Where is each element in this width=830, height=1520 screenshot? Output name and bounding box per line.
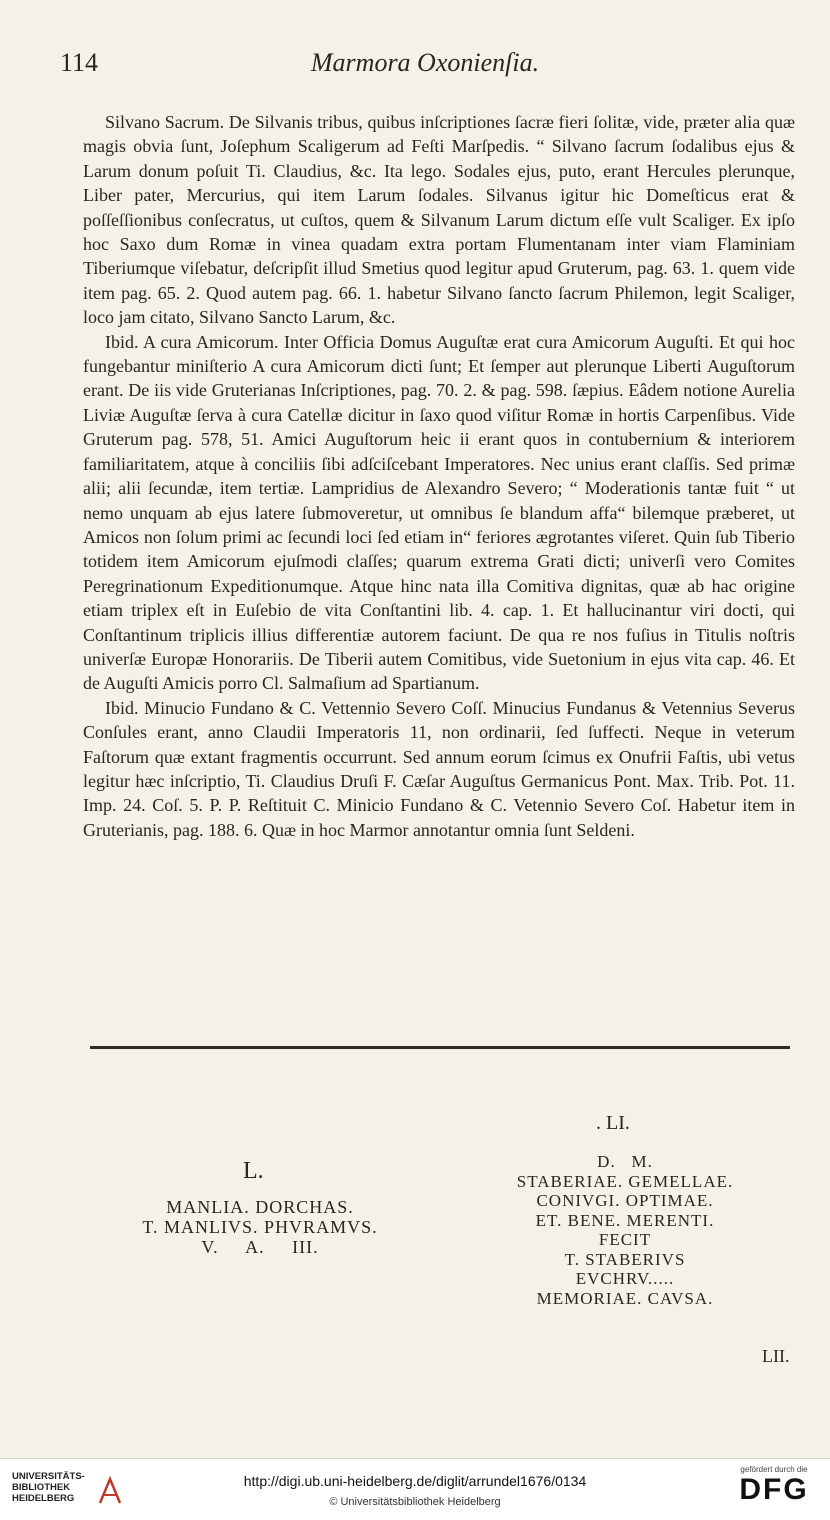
- inscription-line: T. STABERIVS: [564, 1249, 686, 1269]
- page-header: [60, 48, 790, 88]
- inscription-number-left: L.: [243, 1158, 264, 1184]
- dfg-logo: DFG: [739, 1473, 809, 1506]
- paragraph-silvano: Silvano Sacrum. De Silvanis tribus, quibus inſcriptiones ſacræ fieri ſolitæ, vide, præter alia quæ magis obvia ſunt, Joſephum Scaligerum ad Feſti Marſpedis. “ Silvano ſacrum ſodalibus ejus & Larum donum poſuit Ti. Claudius, &c. Ita lego. Sodales ejus, puto, erant Hercules plerunque, Liber pater, Mercurius, qui item Larum ſodales. Silvanus igitur hic Domeſticus erat & poſſeſſionibus conſecratus, ut cuſtos, quem & Silvanum Larum dictum eſſe vult Scaliger. Ex ipſo hoc Saxo dum Romæ in vinea quadam extra portam Flumentanam inter viam Flaminiam Tiberiumque viſebatur, deſcripſit illud Smetius quod legitur apud Gruterum, pag. 63. 1. quem vide item pag. 65. 2. Quod autem pag. 66. 1. habetur Silvano ſancto ſacrum Philemon, legit Scaliger, loco jam citato, Silvano Sancto Larum, &c.: [83, 112, 795, 328]
- inscription-line: CONIVGI. OPTIMAE.: [536, 1191, 714, 1210]
- inscription-line: D. M.: [597, 1152, 653, 1171]
- paragraph-amicorum: Ibid. A cura Amicorum. Inter Officia Domus Auguſtæ erat cura Amicorum Auguſti. Et qui hoc fungebantur miniſterio A cura Amicorum dicti ſunt; Et ſemper aut plerunque Liberti Auguſtorum erant. De iis vide Gruterianas Inſcriptiones, pag. 70. 2. & pag. 598. ſæpius. Eâdem notione Aurelia Liviæ Auguſtæ ſerva à cura Catellæ dicitur in ſaxo quod viſitur Romæ in hortis Carpenſibus. Vide Gruterum pag. 578, 51. Amici Auguſtorum heic ii erant quos in contubernium & interiorem familiaritatem, atque à conciliis ſibi adſciſcebant Imperatores. Nec unius erant claſſis. Sed primæ alii; alii ſecundæ, item tertiæ. Lampridius de Alexandro Severo; “ Moderationis tantæ fuit “ ut nemo unquam ab ejus latere ſubmoveretur, ut omnibus ſe blandum affa“ bilemque præberet, ut Amicos non ſolum primi ac ſecundi loci ſed etiam in“ feriores ægrotantes viſeret. Quin ſub Tiberio totidem item Amicorum ejuſmodi claſſes; quarum extrema Grati dicti; univerſi vero Comites Peregrinationum Expeditionumque. Atque hinc nata illa Comitiva dignitas, quæ ab hac origine etiam triplex eſt in Euſebio de vita Conſtantini lib. 4. cap. 1. Et hallucinantur viri docti, qui Conſtantinum triplicis illius differentiæ autorem faciunt. De qua re nos fuſius in Titulis noſtris univerſæ Europæ Honorariis. De Tiberii autem Comitibus, vide Suetonium in ejus vita cap. 46. Et de Auguſti Amicis porro Cl. Salmaſium ad Spartianum.: [83, 331, 795, 694]
- page-number: 114: [60, 48, 99, 77]
- inscription-line: MANLIA. DORCHAS.: [166, 1197, 354, 1217]
- funder-logo[interactable]: [734, 1465, 814, 1506]
- inscription-line: FECIT: [598, 1230, 652, 1249]
- paragraph-minucio: Ibid. Minucio Fundano & C. Vettennio Severo Coſſ. Minucius Fundanus & Vetennius Severus Conſules erant, anno Claudii Imperatoris 11, non ordinarii, ſed ſuffecti. Neque in veterum Faſtorum quæ extant fragmentis occurrunt. Sed annum eorum ſcimus ex Onufrii Faſtis, ubi vetus legitur hæc inſcriptio, Ti. Claudius Druſi F. Cæſar Auguſtus Germanicus Pont. Max. Trib. Pot. 11. Imp. 24. Coſ. 5. P. P. Reſtituit C. Minicio Fundano & C. Vetennio Severo Coſ. Habetur item in Gruterianis, pag. 188. 6. Quæ in hoc Marmor annotantur omnia ſunt Seldeni.: [83, 697, 795, 840]
- inscription-number-right: . LI.: [596, 1112, 630, 1134]
- library-name-line: UNIVERSITÄTS-: [12, 1471, 85, 1482]
- library-name-line: BIBLIOTHEK: [12, 1482, 71, 1493]
- funder-note: gefördert durch die: [740, 1465, 808, 1474]
- inscription-line: MEMORIAE. CAVSA.: [536, 1288, 714, 1308]
- viewer-footer: [0, 1458, 830, 1520]
- inscription-left: [140, 1197, 380, 1257]
- permalink-link[interactable]: http://digi.ub.uni-heidelberg.de/diglit/arrundel1676/0134: [243, 1473, 587, 1489]
- running-title: Marmora Oxonienſia.: [310, 48, 540, 77]
- section-divider: [90, 1046, 790, 1049]
- inscription-line: T. MANLIVS. PHVRAMVS.: [142, 1217, 378, 1237]
- inscription-line: EVCHRV.....: [575, 1269, 675, 1288]
- inscription-line: STABERIAE. GEMELLAE.: [516, 1171, 734, 1191]
- library-name-line: HEIDELBERG: [12, 1493, 75, 1504]
- catchword: LII.: [762, 1346, 790, 1366]
- inscription-line: ET. BENE. MERENTI.: [535, 1210, 715, 1230]
- inscription-line: V. A. III.: [201, 1237, 319, 1257]
- body-text: [83, 110, 795, 842]
- copyright-notice: © Universitätsbibliothek Heidelberg: [329, 1496, 501, 1508]
- inscription-right: [500, 1152, 750, 1308]
